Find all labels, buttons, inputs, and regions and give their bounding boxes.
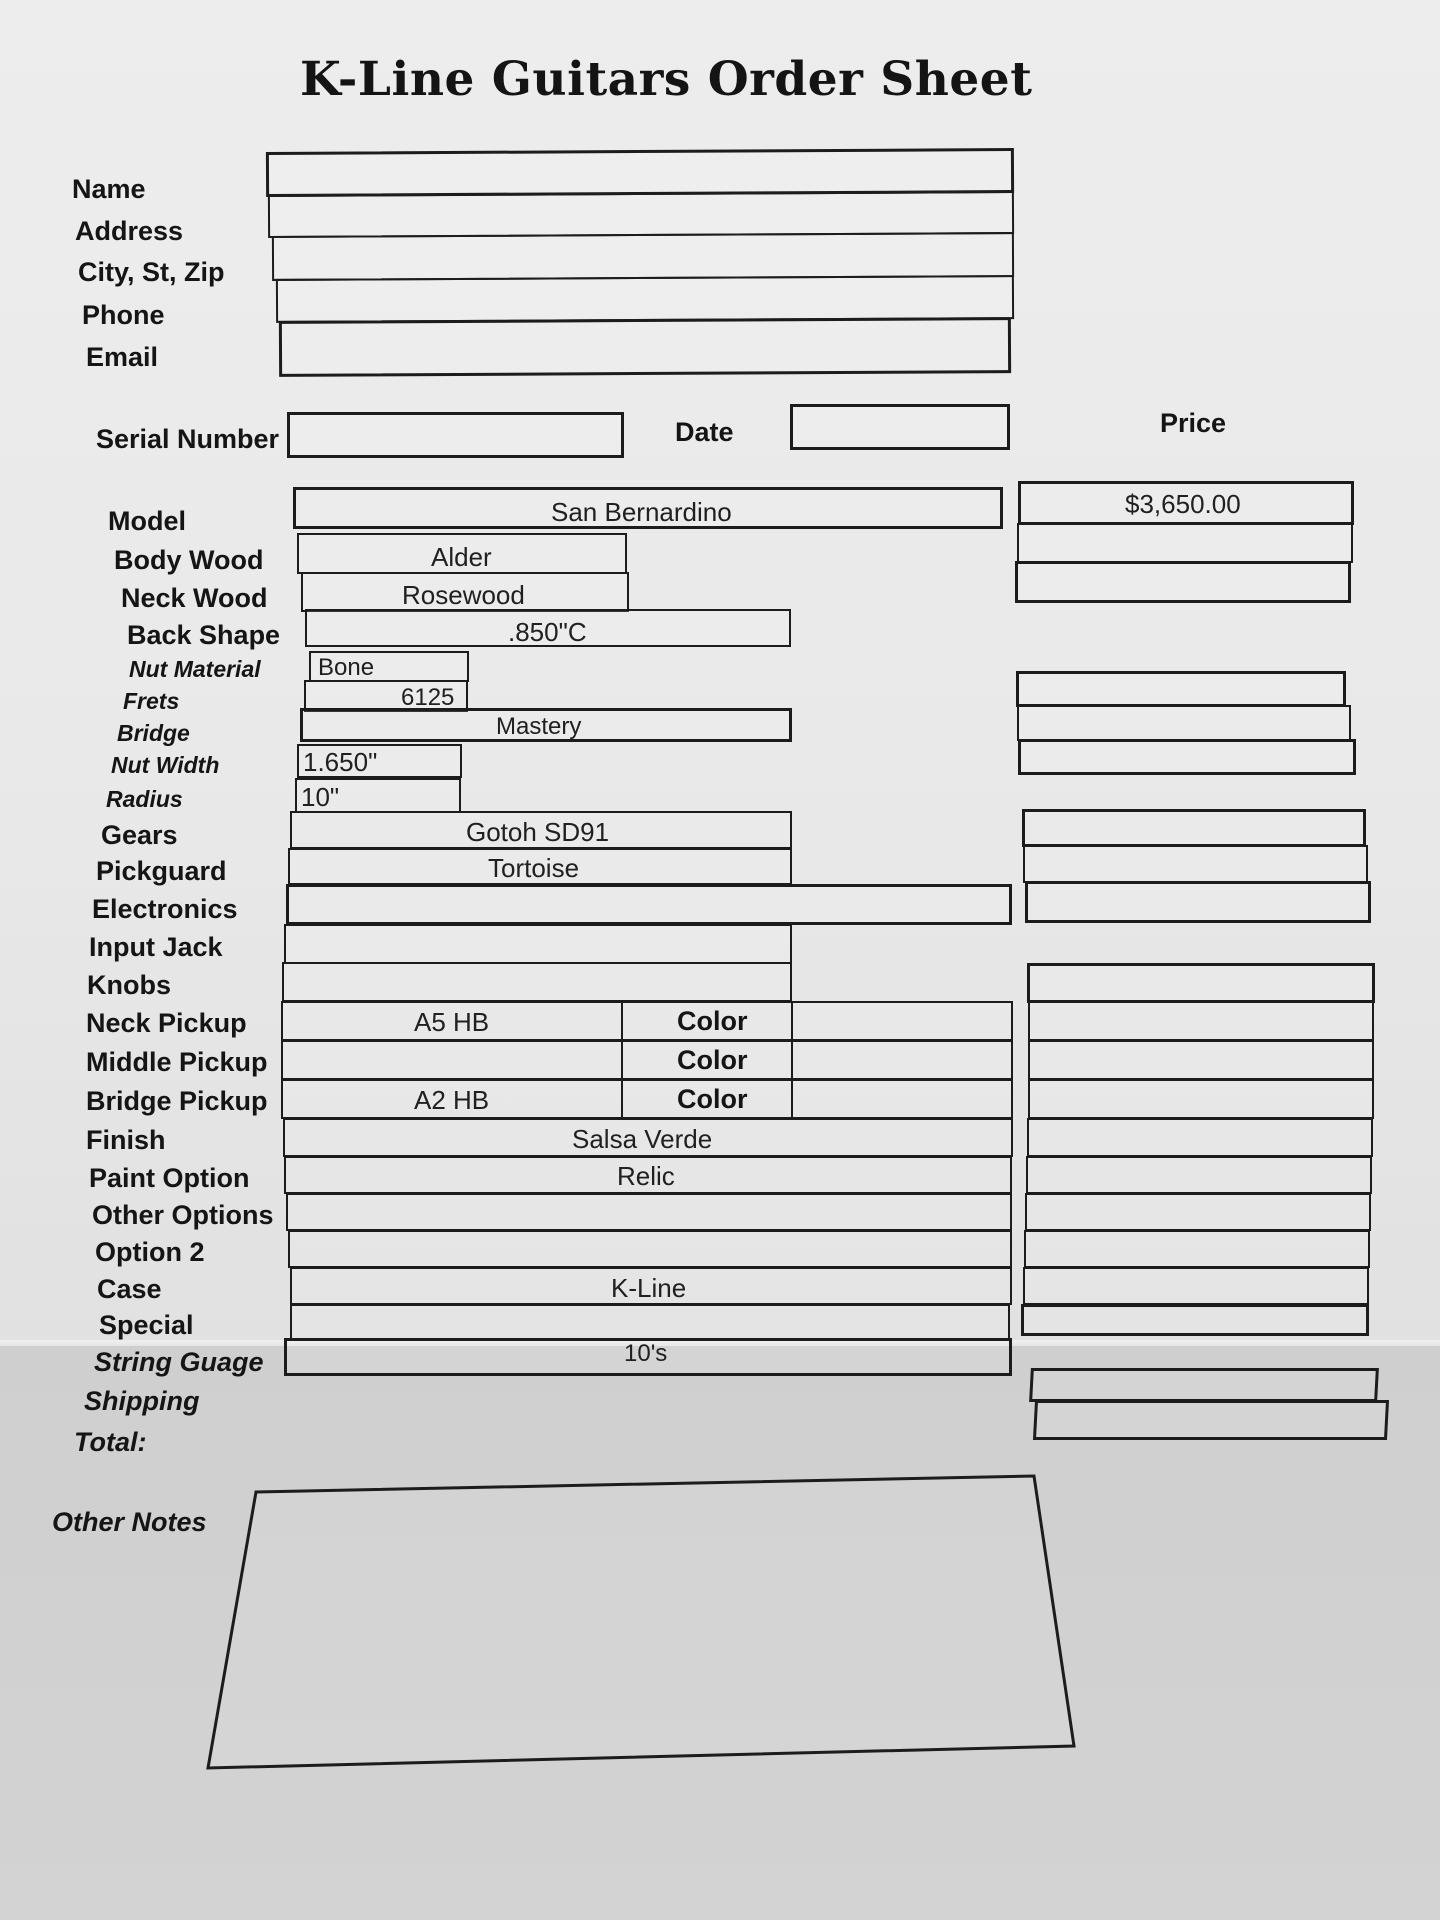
price-nut-width-field[interactable] bbox=[1018, 739, 1356, 775]
price-finish-field[interactable] bbox=[1027, 1118, 1373, 1157]
electronics-field[interactable] bbox=[286, 884, 1012, 925]
price-middle-pickup-field[interactable] bbox=[1028, 1040, 1374, 1080]
price-total-field[interactable] bbox=[1033, 1400, 1389, 1440]
finish-value: Salsa Verde bbox=[572, 1124, 713, 1154]
label-address: Address bbox=[75, 216, 184, 246]
special-field[interactable] bbox=[290, 1304, 1010, 1340]
price-case-field[interactable] bbox=[1023, 1267, 1369, 1305]
label-input-jack: Input Jack bbox=[89, 932, 223, 962]
price-other-options-field[interactable] bbox=[1025, 1193, 1371, 1231]
phone-field[interactable] bbox=[276, 275, 1014, 323]
label-shipping: Shipping bbox=[84, 1386, 200, 1416]
price-frets-field[interactable] bbox=[1016, 671, 1346, 707]
label-name: Name bbox=[72, 174, 146, 204]
price-pickguard-field[interactable] bbox=[1023, 845, 1368, 883]
label-neck-wood: Neck Wood bbox=[121, 583, 268, 613]
label-finish: Finish bbox=[86, 1125, 166, 1155]
label-special: Special bbox=[99, 1310, 194, 1340]
option-2-field[interactable] bbox=[288, 1230, 1012, 1268]
label-knobs: Knobs bbox=[87, 970, 171, 1000]
nut-width-value: 1.650" bbox=[303, 747, 378, 777]
label-nut-width: Nut Width bbox=[111, 752, 220, 778]
pickguard-value: Tortoise bbox=[488, 853, 580, 883]
price-bridge-pickup-field[interactable] bbox=[1028, 1079, 1374, 1119]
label-case: Case bbox=[97, 1274, 162, 1304]
bridge-pickup-color-field[interactable] bbox=[791, 1079, 1013, 1119]
price-gears-field[interactable] bbox=[1022, 809, 1366, 847]
label-city-st-zip: City, St, Zip bbox=[78, 257, 225, 287]
price-neck-wood-field[interactable] bbox=[1015, 561, 1351, 603]
date-field[interactable] bbox=[790, 404, 1010, 450]
bridge-pickup-value: A2 HB bbox=[414, 1085, 490, 1115]
label-date: Date bbox=[675, 417, 734, 447]
middle-pickup-color-label: Color bbox=[677, 1045, 748, 1075]
page-title: K-Line Guitars Order Sheet bbox=[300, 52, 1033, 107]
price-model-value: $3,650.00 bbox=[1125, 489, 1241, 519]
price-special-field[interactable] bbox=[1021, 1304, 1369, 1336]
middle-pickup-color-field[interactable] bbox=[791, 1040, 1013, 1080]
frets-value: 6125 bbox=[401, 684, 455, 711]
city-st-zip-field[interactable] bbox=[272, 232, 1014, 281]
neck-pickup-value: A5 HB bbox=[414, 1007, 490, 1037]
neck-wood-value: Rosewood bbox=[402, 580, 525, 610]
label-back-shape: Back Shape bbox=[127, 620, 281, 650]
body-wood-value: Alder bbox=[431, 542, 492, 572]
back-shape-value: .850"C bbox=[508, 617, 587, 647]
neck-pickup-color-label: Color bbox=[677, 1006, 748, 1036]
label-model: Model bbox=[108, 506, 186, 536]
label-gears: Gears bbox=[101, 820, 178, 850]
serial-number-field[interactable] bbox=[287, 412, 624, 458]
string-guage-value: 10's bbox=[624, 1340, 668, 1367]
price-option-2-field[interactable] bbox=[1024, 1230, 1370, 1268]
label-pickguard: Pickguard bbox=[96, 856, 227, 886]
address-field[interactable] bbox=[268, 191, 1014, 238]
label-email: Email bbox=[86, 342, 159, 372]
price-electronics-field[interactable] bbox=[1025, 881, 1371, 923]
label-serial-number: Serial Number bbox=[96, 424, 280, 454]
label-phone: Phone bbox=[82, 300, 165, 330]
knobs-field[interactable] bbox=[282, 962, 792, 1002]
name-field[interactable] bbox=[266, 148, 1014, 197]
middle-pickup-field[interactable] bbox=[281, 1040, 623, 1080]
neck-pickup-color-field[interactable] bbox=[791, 1001, 1013, 1041]
label-other-notes: Other Notes bbox=[52, 1507, 207, 1537]
label-paint-option: Paint Option bbox=[89, 1163, 250, 1193]
label-bridge-pickup: Bridge Pickup bbox=[86, 1086, 268, 1116]
label-electronics: Electronics bbox=[92, 894, 238, 924]
price-shipping-field[interactable] bbox=[1029, 1368, 1379, 1402]
price-bridge-field[interactable] bbox=[1017, 705, 1351, 741]
price-paint-option-field[interactable] bbox=[1026, 1156, 1372, 1194]
radius-value: 10" bbox=[301, 782, 340, 812]
case-value: K-Line bbox=[611, 1273, 687, 1303]
model-value: San Bernardino bbox=[551, 497, 732, 527]
other-notes-field[interactable] bbox=[200, 1470, 1090, 1780]
price-neck-pickup-field[interactable] bbox=[1028, 1001, 1374, 1041]
email-field[interactable] bbox=[279, 317, 1011, 377]
label-string-guage: String Guage bbox=[94, 1347, 264, 1377]
gears-value: Gotoh SD91 bbox=[466, 817, 610, 847]
label-other-options: Other Options bbox=[92, 1200, 274, 1230]
label-middle-pickup: Middle Pickup bbox=[86, 1047, 268, 1077]
label-nut-material: Nut Material bbox=[129, 656, 261, 682]
label-neck-pickup: Neck Pickup bbox=[86, 1008, 247, 1038]
label-frets: Frets bbox=[123, 688, 180, 714]
label-option-2: Option 2 bbox=[95, 1237, 205, 1267]
nut-material-value: Bone bbox=[318, 654, 375, 681]
price-knobs-field[interactable] bbox=[1027, 963, 1375, 1003]
bridge-value: Mastery bbox=[496, 713, 582, 740]
paint-option-value: Relic bbox=[617, 1161, 675, 1191]
other-options-field[interactable] bbox=[286, 1193, 1012, 1231]
label-radius: Radius bbox=[106, 786, 183, 812]
label-price: Price bbox=[1160, 408, 1227, 438]
price-body-wood-field[interactable] bbox=[1017, 523, 1353, 563]
input-jack-field[interactable] bbox=[284, 924, 792, 964]
bridge-pickup-color-label: Color bbox=[677, 1084, 748, 1114]
label-body-wood: Body Wood bbox=[114, 545, 264, 575]
label-total: Total: bbox=[74, 1427, 147, 1457]
label-bridge: Bridge bbox=[117, 720, 190, 746]
